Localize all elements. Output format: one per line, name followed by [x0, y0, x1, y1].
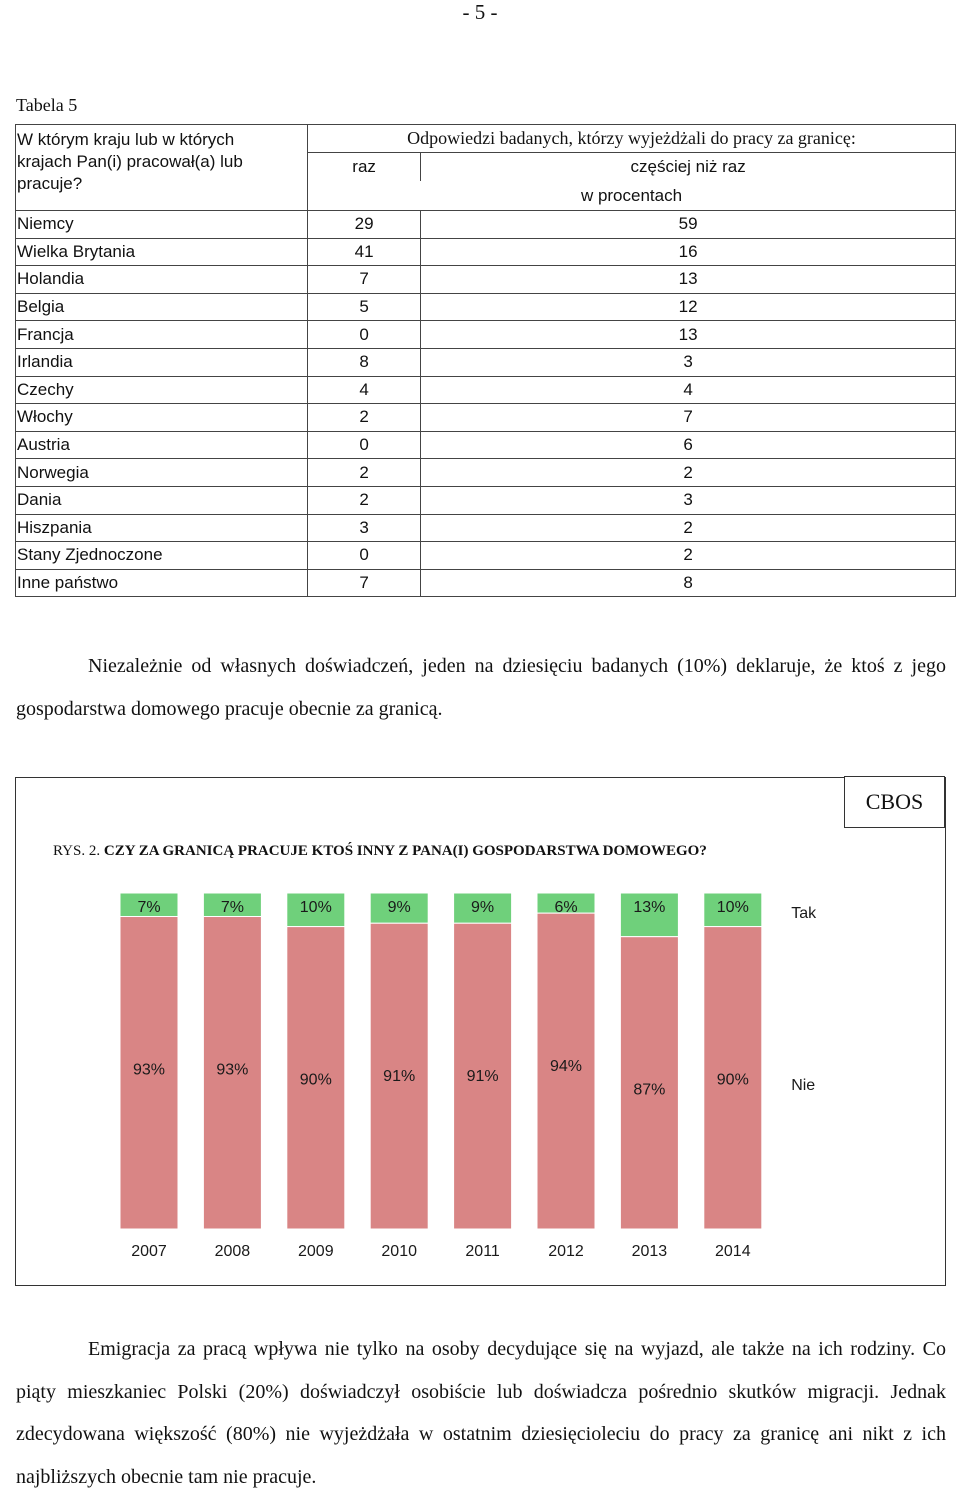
czesciej-cell: 12	[421, 293, 956, 321]
question-line: pracuje?	[17, 174, 83, 193]
czesciej-cell: 59	[421, 211, 956, 239]
label-nie-2008: 93%	[216, 1061, 249, 1079]
x-tick-2011: 2011	[465, 1243, 500, 1260]
cbos-badge: CBOS	[844, 776, 945, 828]
paragraph-2	[16, 1328, 946, 1498]
czesciej-cell: 16	[421, 238, 956, 266]
raz-cell: 2	[308, 459, 421, 487]
label-tak-2007: 7%	[137, 899, 161, 916]
label-nie-2014: 90%	[716, 1071, 749, 1089]
label-nie-2010: 91%	[383, 1068, 416, 1086]
czesciej-cell: 4	[421, 376, 956, 404]
x-tick-2008: 2008	[214, 1243, 251, 1260]
label-tak-2008: 7%	[220, 899, 244, 916]
table-group-header: Odpowiedzi badanych, którzy wyjeżdżali do pracy za granicę:	[308, 125, 956, 153]
czesciej-cell: 13	[421, 321, 956, 349]
label-tak-2012: 6%	[554, 899, 578, 916]
raz-cell: 3	[308, 514, 421, 542]
raz-cell: 5	[308, 293, 421, 321]
label-tak-2013: 13%	[633, 899, 666, 916]
czesciej-cell: 2	[421, 459, 956, 487]
x-tick-2014: 2014	[715, 1243, 751, 1260]
country-cell: Niemcy	[16, 211, 308, 239]
raz-cell: 0	[308, 431, 421, 459]
raz-cell: 7	[308, 569, 421, 597]
raz-cell: 2	[308, 486, 421, 514]
x-tick-2013: 2013	[631, 1243, 668, 1260]
label-nie-2009: 90%	[299, 1071, 332, 1089]
raz-cell: 2	[308, 404, 421, 432]
raz-cell: 29	[308, 211, 421, 239]
czesciej-cell: 3	[421, 348, 956, 376]
country-cell: Wielka Brytania	[16, 238, 308, 266]
col-header-czesciej: częściej niż raz	[421, 153, 956, 182]
czesciej-cell: 8	[421, 569, 956, 597]
country-cell: Austria	[16, 431, 308, 459]
question-line: W którym kraju lub w których	[17, 130, 235, 149]
label-nie-2012: 94%	[549, 1058, 583, 1076]
raz-cell: 0	[308, 542, 421, 570]
paragraph-2-text: Emigracja za pracą wpływa nie tylko na osoby decydujące się na wyjazd, ale także na ich rodziny. Co piąty mieszkaniec Polski (20%) doświadczył osobiście lub doświadcza pośrednio skutków migracji. Jednak zdecydowana większość (80%) nie wyjeżdżała w ostatnim dziesięcioleciu do pracy za granicę ani nikt z ich najbliższych obecnie tam nie pracuje.	[16, 1338, 946, 1488]
country-cell: Holandia	[16, 266, 308, 294]
raz-cell: 7	[308, 266, 421, 294]
label-tak-2014: 10%	[716, 899, 749, 916]
label-tak-2011: 9%	[471, 899, 495, 916]
label-tak-2009: 10%	[299, 899, 332, 916]
country-cell: Dania	[16, 486, 308, 514]
chart-title-text: CZY ZA GRANICĄ PRACUJE KTOŚ INNY Z PANA(I) GOSPODARSTWA DOMOWEGO?	[103, 843, 707, 859]
czesciej-cell: 6	[421, 431, 956, 459]
country-cell: Belgia	[16, 293, 308, 321]
country-cell: Włochy	[16, 404, 308, 432]
czesciej-cell: 7	[421, 404, 956, 432]
legend-nie: Nie	[791, 1077, 816, 1094]
paragraph-1-text: Niezależnie od własnych doświadczeń, jeden na dziesięciu badanych (10%) deklaruje, że ktoś z jego gospodarstwa domowego pracuje obecnie za granicą.	[16, 655, 946, 720]
legend-tak: Tak	[791, 905, 817, 922]
label-nie-2011: 91%	[466, 1068, 499, 1086]
x-tick-2009: 2009	[298, 1243, 334, 1260]
raz-cell: 8	[308, 348, 421, 376]
czesciej-cell: 3	[421, 486, 956, 514]
x-tick-2010: 2010	[381, 1243, 417, 1260]
label-tak-2010: 9%	[387, 899, 411, 916]
country-cell: Francja	[16, 321, 308, 349]
country-cell: Czechy	[16, 376, 308, 404]
x-tick-2012: 2012	[548, 1243, 584, 1260]
label-nie-2013: 87%	[633, 1081, 666, 1099]
table-label: Tabela 5	[16, 95, 78, 115]
country-cell: Norwegia	[16, 459, 308, 487]
raz-cell: 41	[308, 238, 421, 266]
czesciej-cell: 13	[421, 266, 956, 294]
chart-title-prefix: RYS. 2.	[53, 843, 101, 859]
x-tick-2007: 2007	[131, 1243, 167, 1260]
label-nie-2007: 93%	[132, 1061, 166, 1079]
raz-cell: 0	[308, 321, 421, 349]
country-cell: Hiszpania	[16, 514, 308, 542]
question-line: krajach Pan(i) pracował(a) lub	[17, 152, 243, 171]
unit-header: w procentach	[308, 181, 956, 211]
raz-cell: 4	[308, 376, 421, 404]
col-header-raz: raz	[308, 153, 421, 182]
country-cell: Stany Zjednoczone	[16, 542, 308, 570]
czesciej-cell: 2	[421, 542, 956, 570]
czesciej-cell: 2	[421, 514, 956, 542]
country-cell: Irlandia	[16, 348, 308, 376]
page-number: - 5 -	[462, 0, 498, 24]
country-cell: Inne państwo	[16, 569, 308, 597]
